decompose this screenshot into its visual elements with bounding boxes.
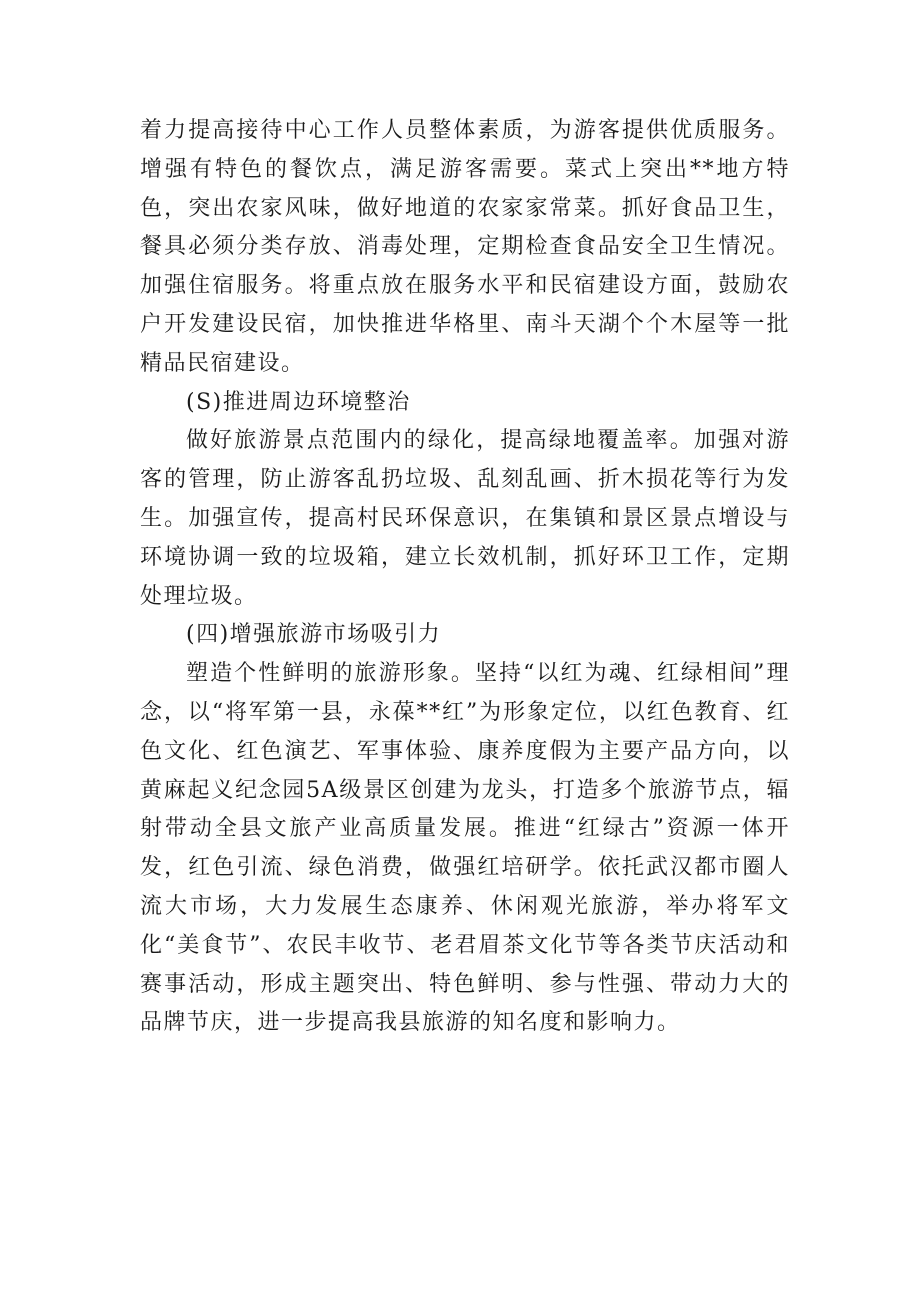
section-heading-market: (四)增强旅游市场吸引力 <box>186 622 442 648</box>
document-body <box>140 112 790 1043</box>
paragraph-environment: 做好旅游景点范围内的绿化，提高绿地覆盖率。加强对游客的管理，防止游客乱扔垃圾、乱刻乱画、折木损花等行为发生。加强宣传，提高村民环保意识，在集镇和景区景点增设与环境协调一致的垃圾箱，建立长效机制，抓好环卫工作，定期处理垃圾。 <box>140 428 790 609</box>
section-heading-environment: (S)推进周边环境整治 <box>186 389 411 415</box>
paragraph-continuation: 着力提高接待中心工作人员整体素质，为游客提供优质服务。增强有特色的餐饮点，满足游客需要。菜式上突出**地方特色，突出农家风味，做好地道的农家家常菜。抓好食品卫生，餐具必须分类存放、消毒处理，定期检查食品安全卫生情况。加强住宿服务。将重点放在服务水平和民宿建设方面，鼓励农户开发建设民宿，加快推进华格里、南斗天湖个个木屋等一批精品民宿建设。 <box>140 118 790 376</box>
paragraph-market: 塑造个性鲜明的旅游形象。坚持“以红为魂、红绿相间”理念，以“将军第一县，永葆**红”为形象定位，以红色教育、红色文化、红色演艺、军事体验、康养度假为主要产品方向，以黄麻起义纪念园5A级景区创建为龙头，打造多个旅游节点，辐射带动全县文旅产业高质量发展。推进“红绿古”资源一体开发，红色引流、绿色消费，做强红培研学。依托武汉都市圈人流大市场，大力发展生态康养、休闲观光旅游，举办将军文化“美食节”、农民丰收节、老君眉茶文化节等各类节庆活动和赛事活动，形成主题突出、特色鲜明、参与性强、带动力大的品牌节庆，进一步提高我县旅游的知名度和影响力。 <box>140 661 790 1036</box>
